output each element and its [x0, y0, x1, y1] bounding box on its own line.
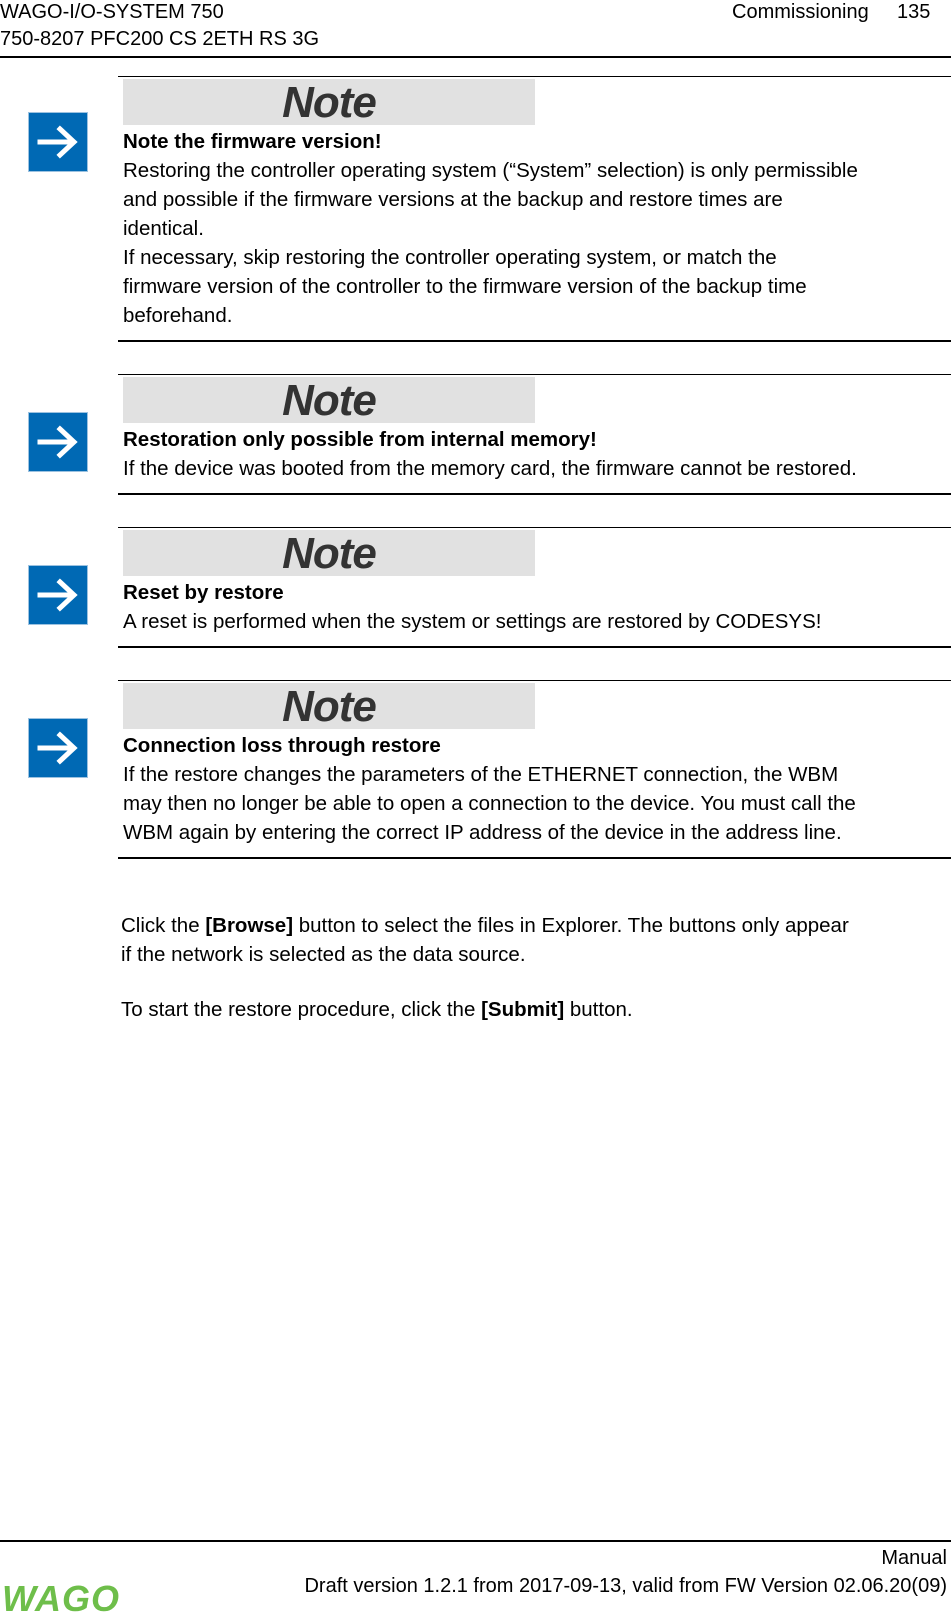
note-banner	[123, 79, 535, 125]
header-page-number: 135	[897, 1, 931, 23]
note-title: Reset by restore	[123, 581, 284, 604]
submit-instruction	[121, 995, 941, 1024]
header-system: WAGO-I/O-SYSTEM 750	[0, 1, 224, 23]
browse-instruction-line-2: if the network is selected as the data source.	[121, 943, 526, 966]
note-banner-label: Note	[282, 682, 376, 731]
header-divider	[0, 56, 951, 58]
footer-doc-type: Manual	[881, 1547, 947, 1569]
note-line: and possible if the firmware versions at the backup and restore times are	[123, 188, 783, 211]
note-line: If the device was booted from the memory card, the firmware cannot be restored.	[123, 457, 857, 480]
footer-divider	[0, 1540, 951, 1542]
text-run: button to select the files in Explorer. The buttons only appear	[293, 914, 849, 937]
note-bottom-rule	[118, 493, 951, 495]
browse-instruction-line-1	[121, 911, 941, 940]
wago-logo	[0, 1580, 125, 1616]
note-connection-loss	[0, 680, 951, 862]
note-top-rule	[118, 76, 951, 77]
note-line: identical.	[123, 217, 204, 240]
note-title: Note the firmware version!	[123, 130, 382, 153]
note-banner	[123, 683, 535, 729]
note-line: may then no longer be able to open a connection to the device. You must call the	[123, 792, 856, 815]
note-firmware-version	[0, 76, 951, 344]
note-banner-label: Note	[282, 376, 376, 425]
note-banner-label: Note	[282, 529, 376, 578]
note-title: Restoration only possible from internal memory!	[123, 428, 597, 451]
arrow-right-icon	[28, 112, 88, 172]
text-run: button.	[564, 998, 633, 1021]
note-line: WBM again by entering the correct IP address of the device in the address line.	[123, 821, 842, 844]
browse-button-ref: [Browse]	[205, 914, 294, 937]
header-product: 750-8207 PFC200 CS 2ETH RS 3G	[0, 28, 320, 50]
wago-logo-text: WAGO	[2, 1580, 120, 1616]
text-run: Click the	[121, 914, 206, 937]
note-banner-label: Note	[282, 78, 376, 127]
note-reset-by-restore	[0, 527, 951, 651]
note-restoration-internal-memory	[0, 374, 951, 498]
note-line: If necessary, skip restoring the controller operating system, or match the	[123, 246, 777, 269]
note-bottom-rule	[118, 340, 951, 342]
note-banner	[123, 530, 535, 576]
note-bottom-rule	[118, 857, 951, 859]
note-banner	[123, 377, 535, 423]
note-line: If the restore changes the parameters of the ETHERNET connection, the WBM	[123, 763, 839, 786]
arrow-right-icon	[28, 412, 88, 472]
browse-instruction	[121, 911, 941, 969]
arrow-right-icon	[28, 718, 88, 778]
note-title: Connection loss through restore	[123, 734, 441, 757]
footer-version: Draft version 1.2.1 from 2017-09-13, valid from FW Version 02.06.20(09)	[304, 1575, 947, 1597]
note-line: firmware version of the controller to the firmware version of the backup time	[123, 275, 807, 298]
note-bottom-rule	[118, 646, 951, 648]
note-line: A reset is performed when the system or settings are restored by CODESYS!	[123, 610, 822, 633]
note-top-rule	[118, 374, 951, 375]
text-run: To start the restore procedure, click the	[121, 998, 482, 1021]
header-section: Commissioning	[732, 1, 869, 23]
note-line: beforehand.	[123, 304, 233, 327]
note-top-rule	[118, 527, 951, 528]
note-line: Restoring the controller operating system (“System” selection) is only permissible	[123, 159, 858, 182]
submit-button-ref: [Submit]	[481, 998, 565, 1021]
arrow-right-icon	[28, 565, 88, 625]
note-top-rule	[118, 680, 951, 681]
